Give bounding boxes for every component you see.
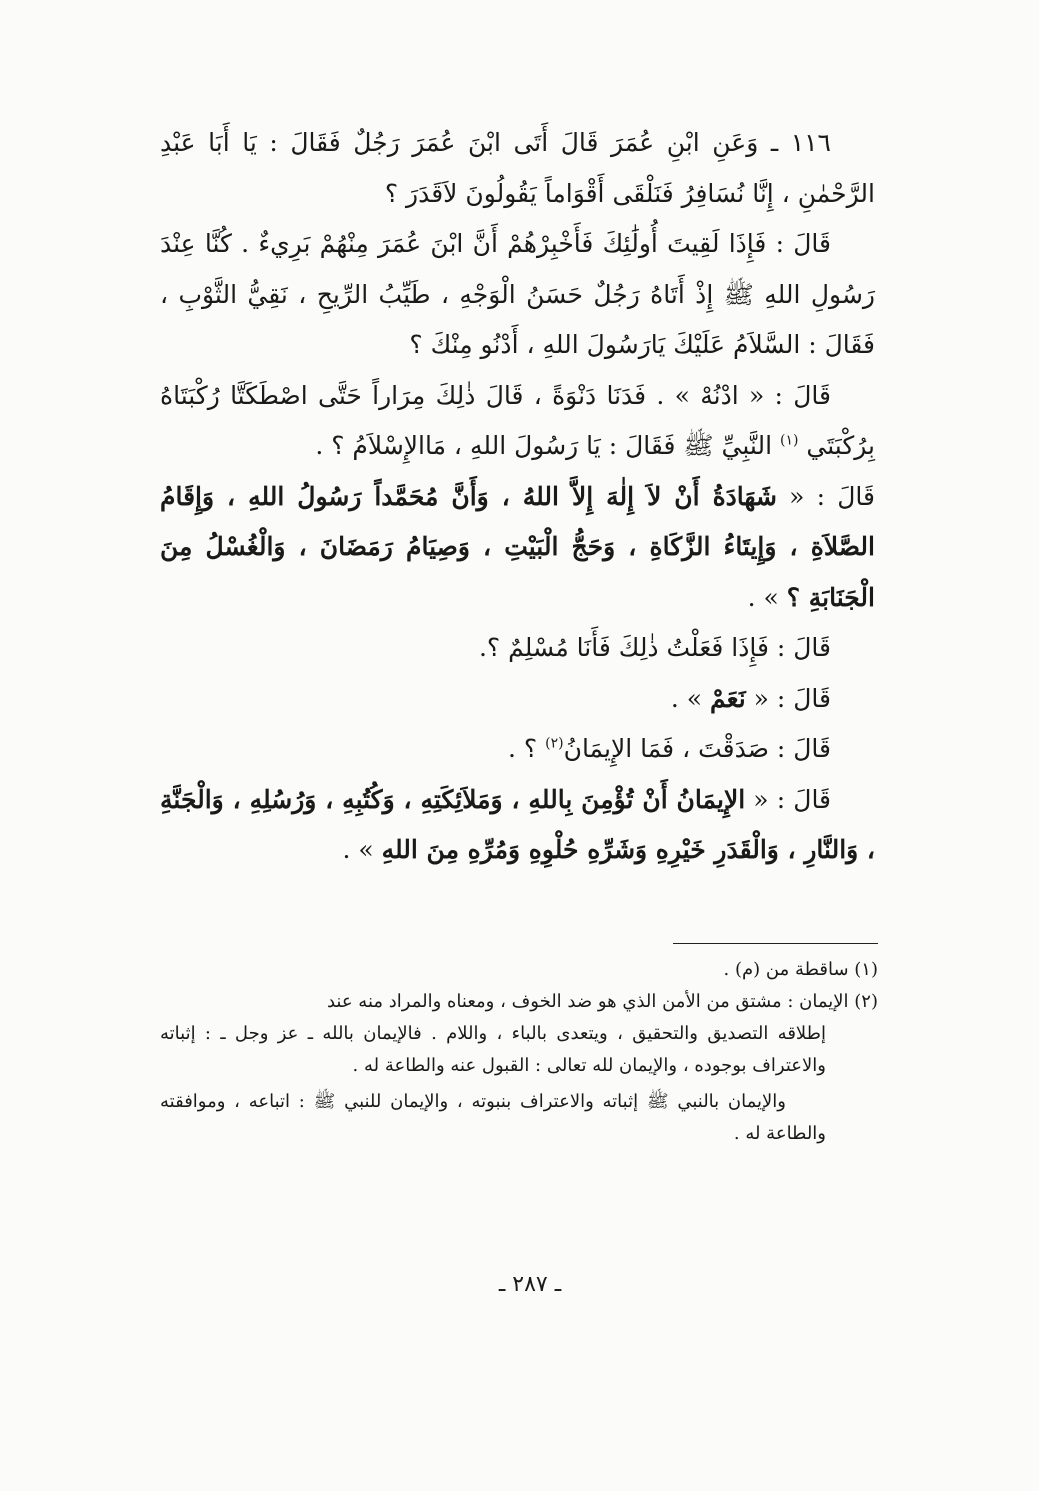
paragraph-6-text-a: قَالَ : « xyxy=(753,683,831,713)
footnote-ref-1: (١) xyxy=(779,432,799,449)
paragraph-4-text-a: قَالَ : « xyxy=(789,481,875,511)
paragraph-8-text-b: » . xyxy=(342,835,374,864)
hadith-paragraph-6 xyxy=(160,674,875,725)
paragraph-6-text-b: » . xyxy=(670,683,703,713)
paragraph-4-text-b: » . xyxy=(747,582,779,612)
paragraph-3-text-b: النَّبِيِّ ﷺ فَقَالَ : يَا رَسُولَ اللهِ ، مَاالإِسْلاَمُ ؟ . xyxy=(315,431,773,460)
paragraph-4-prophet-speech: شَهَادَةُ أَنْ لاَ إِلٰهَ إِلاَّ اللهُ ، وَأَنَّ مُحَمَّداً رَسُولُ اللهِ ، وَإِقَامُ الصَّلاَةِ ، وَإِيتَاءُ الزَّكَاةِ ، وَحَجُّ الْبَيْتِ ، وَصِيَامُ رَمَضَانَ ، وَالْغُسْلُ مِنَ الْجَنَابَةِ ؟ xyxy=(160,481,875,612)
footnotes xyxy=(160,954,878,1150)
paragraph-7-text-b: ؟ . xyxy=(507,734,538,763)
hadith-paragraph-3 xyxy=(160,371,875,472)
paragraph-6-prophet-speech: نَعَمْ xyxy=(710,683,746,713)
paragraph-8-text-a: قَالَ : « xyxy=(753,784,832,814)
hadith-paragraph-2: قَالَ : فَإِذَا لَقِيتَ أُولَٰئِكَ فَأَخْبِرْهُمْ أَنَّ ابْنَ عُمَرَ مِنْهُمْ بَرِيءٌ . كُنَّا عِنْدَ رَسُولِ اللهِ ﷺ إِذْ أَتَاهُ رَجُلٌ حَسَنُ الْوَجْهِ ، طَيِّبُ الرِّيحِ ، نَقِيُّ الثَّوْبِ ، فَقَالَ : السَّلاَمُ عَلَيْكَ يَارَسُولَ اللهِ ، أَدْنُو مِنْكَ ؟ xyxy=(160,229,875,359)
footnote-2: (٢) الإيمان : مشتق من الأمن الذي هو ضد الخوف ، ومعناه والمراد منه عند xyxy=(326,991,878,1012)
footnote-separator xyxy=(673,943,878,944)
page-number: ـ ٢٨٧ ـ xyxy=(498,1272,562,1297)
paragraph-7-text-a: قَالَ : صَدَقْتَ ، فَمَا الإِيمَانُ xyxy=(563,734,831,763)
footnote-2-continuation: إطلاقه التصديق والتحقيق ، ويتعدى بالباء ، واللام . فالإيمان بالله ـ عز وجل ـ : إثباته والاعتراف بوجوده ، والإيمان لله تعالى : القبول عنه والطاعة له . xyxy=(160,1023,826,1076)
footnote-2-paragraph: والإيمان بالنبي ﷺ إثباته والاعتراف بنبوته ، والإيمان للنبي ﷺ : اتباعه ، وموافقته والطاعة له . xyxy=(160,1091,826,1144)
hadith-paragraph-1: ١١٦ ـ وَعَنِ ابْنِ عُمَرَ قَالَ أَتَى ابْنَ عُمَرَ رَجُلٌ فَقَالَ : يَا أَبَا عَبْدِ الرَّحْمٰنِ ، إِنَّا نُسَافِرُ فَنَلْقَى أَقْوَاماً يَقُولُونَ لاَقَدَرَ ؟ xyxy=(160,128,875,208)
hadith-paragraph-7 xyxy=(160,724,875,775)
paragraph-3-text-a: قَالَ : « ادْنُهْ » . فَدَنَا دَنْوَةً ، قَالَ ذٰلِكَ مِرَاراً حَتَّى اصْطَكَتَّا رُكْبَتَاهُ بِرُكْبَتَي xyxy=(160,380,875,460)
hadith-text xyxy=(160,118,875,876)
hadith-paragraph-4 xyxy=(160,472,875,624)
paragraph-8-prophet-speech: الإِيمَانُ أَنْ تُؤْمِنَ بِاللهِ ، وَمَلاَئِكَتِهِ ، وَكُتُبِهِ ، وَرُسُلِهِ ، وَالْجَنَّةِ ، وَالنَّارِ ، وَالْقَدَرِ خَيْرِهِ وَشَرِّهِ حُلْوِهِ وَمُرِّهِ مِنَ اللهِ xyxy=(160,784,875,864)
footnote-1: (١) ساقطة من (م) . xyxy=(723,959,878,980)
hadith-paragraph-5: قَالَ : فَإِذَا فَعَلْتُ ذٰلِكَ فَأَنَا مُسْلِمٌ ؟. xyxy=(478,633,831,662)
hadith-paragraph-8 xyxy=(160,775,875,876)
footnote-ref-2: (٢) xyxy=(545,735,564,752)
